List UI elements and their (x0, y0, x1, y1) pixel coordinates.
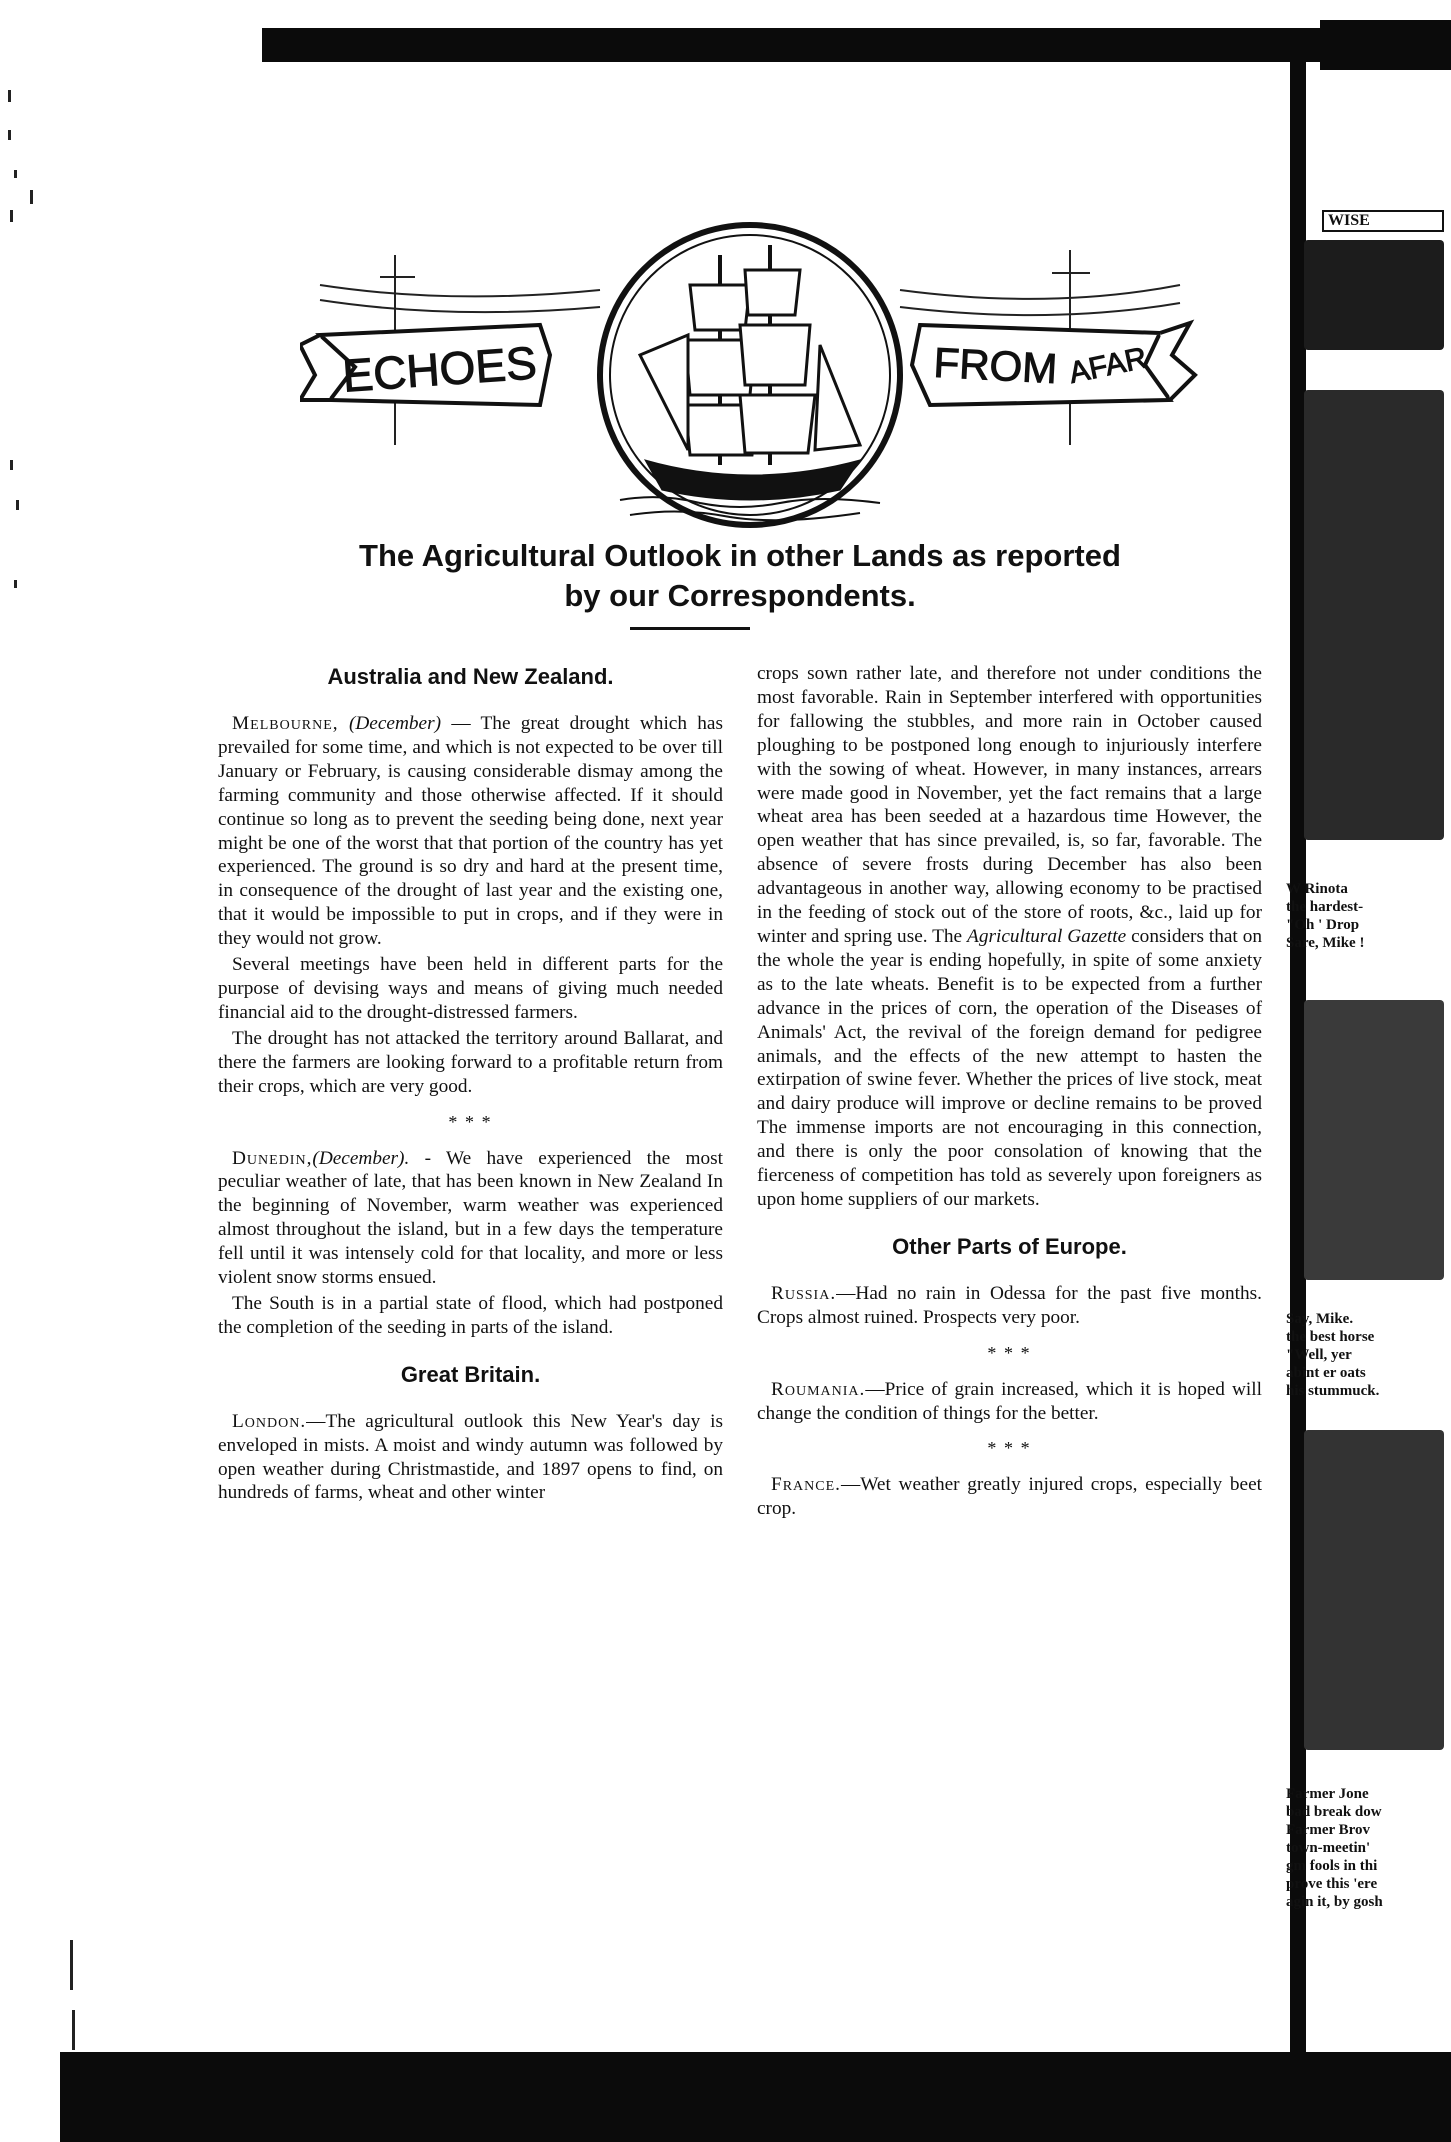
sidebar-snippet-3: Say, Mike. the best horse "Well, yer abint er oats his stummuck. (1286, 1311, 1380, 1399)
london-text: —The agricultural outlook this New Year's day is enveloped in mists. A moist and windy autumn was followed by open weather during Christmastide, and 1897 opens to find, on hundreds of farms, wheat and other winter (218, 1410, 723, 1504)
bottom-edge-bar (60, 2052, 1451, 2142)
russia-text: —Had no rain in Odessa for the past five months. Crops almost ruined. Prospects very poor. (757, 1282, 1262, 1328)
sidebar-portrait-illustration (1304, 240, 1444, 350)
place-melbourne: Melbourne, (232, 713, 339, 734)
london-continued-text: crops sown rather late, and therefore not under conditions the most favorable. Rain in September interfered with opportunities for fallowing the stubbles, and more rain in October caused ploughing to be postponed long enough to injuriously interfere with the sowing of wheat. However, in many instances, arrears were made good in November, yet the fact remains that a large wheat area has been seeded at a hazardous time However, the open weather that has since prevailed, is, so far, favorable. The absence of severe frosts during December has also been advantageous in another way, allowing economy to be practised in the feeding of stock out of the store of roots, &c., laid up for winter and spring use. The (757, 663, 1262, 947)
sidebar-sketch-illustration (1304, 1000, 1444, 1280)
london-continued (757, 662, 1262, 1212)
page-title-line-2: by our Correspondents. (564, 578, 916, 613)
banner-word-afar: AFAR (1066, 341, 1150, 390)
echoes-from-afar-banner (300, 215, 1200, 545)
section-heading-australia: Australia and New Zealand. (327, 664, 614, 689)
russia-report (757, 1282, 1262, 1330)
scan-margin-specks (0, 80, 60, 2060)
top-edge-bar (262, 28, 1451, 62)
dunedin-text-2: The South is in a partial state of flood, which had postponed the completion of the seeding in parts of the island. (218, 1292, 723, 1338)
melbourne-report (218, 712, 723, 951)
place-dunedin: Dunedin, (232, 1147, 313, 1169)
place-roumania: Roumania. (771, 1378, 866, 1400)
london-report (218, 1410, 723, 1506)
dunedin-report (218, 1147, 723, 1290)
banner-word-echoes: ECHOES (340, 336, 539, 402)
sidebar-snippet-wise: WISE (1322, 210, 1444, 232)
section-heading-great-britain: Great Britain. (400, 1361, 541, 1387)
dunedin-text: - We have experienced the most peculiar weather of late, that has been known in New Zealand In the beginning of November, warm weather was experienced almost throughout the island, but in a few days the temperature fell until it was intensely cold for that locality, and more or less violent snow storms ensued. (218, 1147, 723, 1289)
top-edge-bar-tail (1320, 20, 1451, 70)
page-title (300, 536, 1180, 616)
melbourne-text: — The great drought which has prevailed for some time, and which is not expected to be over till January or February, is causing considerable dismay among the farming community and those otherwise affected. If it should continue so long as to prevent the seeding being done, next year might be one of the worst that that portion of the country has yet experienced. The ground is so dry and hard at the present time, in consequence of the drought of last year and the existing one, that it would be impossible to put in crops, and if they were in they would not grow. (218, 713, 723, 950)
right-column (757, 662, 1262, 1521)
section-heading-europe: Other Parts of Europe. (892, 1233, 1127, 1259)
asterism-divider: * * * (448, 1111, 493, 1132)
place-london: London. (232, 1410, 307, 1432)
banner-word-from: FROM (932, 338, 1059, 393)
place-france: France. (771, 1474, 841, 1496)
title-divider (630, 627, 750, 630)
date-dunedin: (December). (312, 1147, 410, 1169)
roumania-report (757, 1378, 1262, 1426)
adjacent-page-fragment (1282, 200, 1451, 2050)
agricultural-gazette-title: Agricultural Gazette (967, 925, 1127, 947)
sidebar-snippet-2: W Rinota the hardest- "Oh ' Drop Sare, Mike ! (1286, 881, 1365, 951)
london-continued-text-2: considers that on the whole the year is ending hopefully, in spite of some anxiety as to the late wheats. Benefit is to be expected from a further advance in the prices of corn, the operation of the Diseases of Animals' Act, the revival of the foreign demand for pedigree animals, and the effects of the new attempt to hasten the extirpation of swine fever. Whether the prices of live stock, meat and dairy produce will improve or decline remains to be proved The immense imports are not encouraging in this connection, and there is only the poor consolation of knowing that the fierceness of competition has told as severely upon foreigners as upon home suppliers of our markets. (757, 925, 1262, 1210)
sidebar-figure-illustration (1304, 1430, 1444, 1750)
roumania-text: —Price of grain increased, which it is hoped will change the condition of things for the better. (757, 1378, 1262, 1424)
melbourne-text-2: Several meetings have been held in different parts for the purpose of devising ways and means of giving much needed financial aid to the drought-distressed farmers. (218, 954, 723, 1023)
france-report (757, 1473, 1262, 1521)
melbourne-text-3: The drought has not attacked the territory around Ballarat, and there the farmers are looking forward to a profitable return from their crops, which are very good. (218, 1027, 723, 1097)
sidebar-farm-illustration (1304, 390, 1444, 840)
france-text: —Wet weather greatly injured crops, especially beet crop. (757, 1474, 1262, 1520)
place-russia: Russia. (771, 1282, 837, 1304)
sidebar-snippet-4: Farmer Jone bad break dow Farmer Brov town-meetin' gm fools in thi prove this 'ere agin it, by gosh (1286, 1786, 1383, 1910)
page-title-line-1: The Agricultural Outlook in other Lands as reported (359, 538, 1121, 573)
asterism-divider: * * * (987, 1342, 1032, 1363)
left-column (218, 662, 723, 1505)
asterism-divider: * * * (987, 1438, 1032, 1459)
date-melbourne: (December) (348, 713, 442, 734)
